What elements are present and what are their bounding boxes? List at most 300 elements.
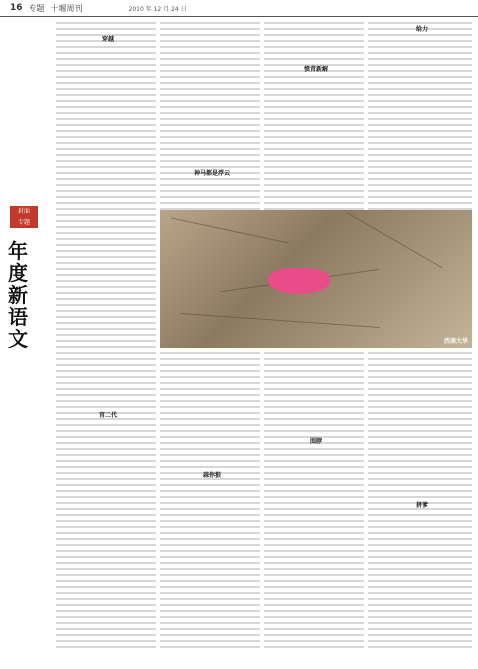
text-line [264,646,364,648]
text-line [160,100,260,102]
text-line [56,46,156,48]
photo-caption: 西南大旱 [443,338,468,345]
text-line [56,454,156,456]
text-line [264,448,364,450]
text-line [160,628,260,630]
text-line [56,484,156,486]
text-line [56,94,156,96]
section-label: 穿越 [101,36,114,43]
text-line [368,532,472,534]
text-line [160,82,260,84]
text-line [160,646,260,648]
text-line [368,196,472,198]
text-line [56,70,156,72]
text-line [56,460,156,462]
text-line [160,370,260,372]
text-line [56,550,156,552]
text-line [56,580,156,582]
text-line [160,64,260,66]
text-line [56,364,156,366]
text-line [56,226,156,228]
text-line [56,118,156,120]
text-line [264,586,364,588]
text-line [368,622,472,624]
text-line [368,58,472,60]
text-line [56,544,156,546]
text-line [160,46,260,48]
text-line [264,364,364,366]
text-line [368,418,472,420]
text-line [368,460,472,462]
section-label: 蒜你狠 [202,472,221,479]
text-line [56,238,156,240]
text-line [160,124,260,126]
text-line [160,532,260,534]
text-line [56,424,156,426]
text-line [160,22,260,24]
text-line [368,118,472,120]
text-line [368,394,472,396]
text-line [56,406,156,408]
text-line [264,376,364,378]
text-line [160,190,260,192]
text-line [56,166,156,168]
text-line [56,328,156,330]
text-line [368,598,472,600]
text-line [56,520,156,522]
text-line [264,538,364,540]
text-line [160,484,260,486]
text-line [368,166,472,168]
text-line [56,628,156,630]
text-line [56,526,156,528]
text-line [56,316,156,318]
text-line [160,490,260,492]
text-line [160,184,260,186]
text-line [56,640,156,642]
text-line [368,538,472,540]
text-line [56,448,156,450]
text-line [368,496,472,498]
text-line [264,514,364,516]
text-line [160,76,260,78]
text-line [368,40,472,42]
text-line [56,574,156,576]
text-line [368,544,472,546]
text-line [368,124,472,126]
text-line [368,364,472,366]
text-line [56,442,156,444]
text-line [264,76,364,78]
page-header [0,0,478,17]
text-line [264,424,364,426]
text-line [264,148,364,150]
text-line [368,172,472,174]
text-line [56,208,156,210]
text-line [56,298,156,300]
text-line [160,112,260,114]
text-line [56,466,156,468]
text-line [264,118,364,120]
text-line [368,424,472,426]
text-line [368,88,472,90]
text-line [56,100,156,102]
text-line [264,22,364,24]
text-line [56,286,156,288]
text-line [264,112,364,114]
text-line [264,592,364,594]
text-line [368,550,472,552]
text-line [368,466,472,468]
section-label: 拼爹 [415,502,428,509]
text-line [56,646,156,648]
text-line [264,370,364,372]
text-line [56,76,156,78]
text-line [264,544,364,546]
text-line [264,34,364,36]
text-line [368,34,472,36]
text-line [56,490,156,492]
text-line [56,244,156,246]
text-line [368,376,472,378]
text-line [56,502,156,504]
text-line [56,112,156,114]
text-line [368,352,472,354]
text-line [368,130,472,132]
text-line [264,136,364,138]
text-line [264,418,364,420]
text-line [56,88,156,90]
section-label: 愤青新解 [303,66,328,73]
text-line [264,106,364,108]
text-line [160,424,260,426]
text-line [264,496,364,498]
text-line [56,292,156,294]
text-line [160,580,260,582]
text-line [160,388,260,390]
text-line [264,46,364,48]
text-line [264,172,364,174]
text-line [56,106,156,108]
text-line [56,340,156,342]
text-line [264,508,364,510]
text-line [160,586,260,588]
text-line [160,502,260,504]
text-line [264,616,364,618]
text-line [56,124,156,126]
text-line [56,430,156,432]
text-line [368,490,472,492]
text-line [56,508,156,510]
text-line [368,484,472,486]
drought-photo [160,210,472,348]
text-line [160,142,260,144]
text-line [264,160,364,162]
text-line [160,70,260,72]
text-line [264,628,364,630]
text-line [264,430,364,432]
text-line [368,586,472,588]
section-label: 给力 [415,26,428,33]
text-line [368,616,472,618]
text-line [56,562,156,564]
feature-title: 年度新语文 [8,239,28,351]
text-line [368,100,472,102]
text-line [368,478,472,480]
text-line [160,394,260,396]
text-line [56,616,156,618]
text-line [264,40,364,42]
text-line [56,232,156,234]
text-line [368,634,472,636]
text-line [160,640,260,642]
text-line [264,454,364,456]
text-line [368,136,472,138]
text-line [368,526,472,528]
text-line [264,352,364,354]
text-line [56,514,156,516]
text-line [264,610,364,612]
text-line [56,358,156,360]
text-line [368,160,472,162]
text-line [368,202,472,204]
crack-line [171,218,289,244]
text-line [264,574,364,576]
text-line [56,388,156,390]
text-line [368,412,472,414]
text-line [264,52,364,54]
text-line [264,28,364,30]
text-line [56,58,156,60]
text-line [56,394,156,396]
section-name: 专题 [28,3,45,13]
text-line [368,64,472,66]
text-line [56,310,156,312]
text-line [264,382,364,384]
text-line [56,610,156,612]
text-line [368,442,472,444]
text-line [264,166,364,168]
text-line [368,430,472,432]
text-line [368,580,472,582]
text-line [160,520,260,522]
text-line [368,514,472,516]
text-line [160,106,260,108]
text-line [56,496,156,498]
text-line [264,490,364,492]
page-number: 16 [10,3,23,13]
text-line [56,556,156,558]
text-line [368,640,472,642]
text-line [56,532,156,534]
text-line [56,268,156,270]
column-1 [56,22,156,662]
text-line [56,352,156,354]
text-line [368,370,472,372]
text-line [56,538,156,540]
text-line [368,592,472,594]
text-line [56,346,156,348]
text-line [160,376,260,378]
text-line [56,52,156,54]
text-line [264,532,364,534]
text-line [56,334,156,336]
text-line [160,148,260,150]
text-line [368,142,472,144]
text-line [56,622,156,624]
text-line [56,478,156,480]
text-line [368,94,472,96]
text-line [264,550,364,552]
text-line [56,142,156,144]
text-line [264,412,364,414]
text-line [368,406,472,408]
text-line [368,604,472,606]
text-line [264,142,364,144]
text-line [160,160,260,162]
text-line [264,526,364,528]
text-line [160,598,260,600]
text-line [264,556,364,558]
cover-tag-line2: 专题 [17,219,30,226]
text-line [56,304,156,306]
text-line [368,148,472,150]
text-line [264,358,364,360]
text-line [160,592,260,594]
text-line [160,526,260,528]
text-line [160,556,260,558]
text-line [264,124,364,126]
text-line [160,352,260,354]
text-line [368,52,472,54]
text-line [368,190,472,192]
text-line [56,382,156,384]
text-line [56,82,156,84]
text-line [368,382,472,384]
text-line [368,562,472,564]
text-line [160,364,260,366]
text-line [264,100,364,102]
text-line [160,178,260,180]
text-line [160,136,260,138]
text-line [56,64,156,66]
text-line [368,154,472,156]
text-line [264,562,364,564]
text-line [368,106,472,108]
text-line [160,496,260,498]
pink-boat [268,268,330,294]
text-line [56,322,156,324]
text-line [368,400,472,402]
text-line [264,388,364,390]
text-line [160,568,260,570]
text-line [56,604,156,606]
text-line [160,52,260,54]
text-line [56,370,156,372]
text-line [56,634,156,636]
text-line [56,184,156,186]
text-line [160,358,260,360]
text-line [368,82,472,84]
text-line [264,622,364,624]
publication-name: 十堰周刊 [50,3,83,13]
section-label: 神马都是浮云 [193,170,230,177]
text-line [264,190,364,192]
text-line [160,514,260,516]
text-line [160,454,260,456]
text-line [56,568,156,570]
text-line [368,70,472,72]
text-line [160,604,260,606]
text-line [368,76,472,78]
text-line [264,88,364,90]
cover-tag-line1: 封面 [17,208,30,215]
text-line [264,196,364,198]
text-line [368,436,472,438]
text-line [56,130,156,132]
text-line [160,418,260,420]
text-line [264,466,364,468]
text-line [56,376,156,378]
text-line [160,94,260,96]
text-line [368,568,472,570]
text-line [264,604,364,606]
text-line [368,184,472,186]
text-line [56,28,156,30]
text-line [368,574,472,576]
date-line: 2010 年 12 月 24 日 [128,5,187,13]
text-line [368,610,472,612]
text-line [160,610,260,612]
text-line [264,520,364,522]
text-line [264,406,364,408]
text-line [160,544,260,546]
text-line [56,472,156,474]
text-line [368,520,472,522]
text-line [160,550,260,552]
text-line [160,442,260,444]
text-line [368,628,472,630]
text-line [56,22,156,24]
text-line [56,586,156,588]
text-line [56,172,156,174]
text-line [264,154,364,156]
text-line [160,538,260,540]
section-label: 官二代 [98,412,117,419]
text-line [56,436,156,438]
text-line [264,484,364,486]
text-line [368,556,472,558]
text-line [160,616,260,618]
text-line [56,190,156,192]
text-line [160,412,260,414]
text-line [56,598,156,600]
text-line [160,466,260,468]
text-line [368,112,472,114]
text-line [264,202,364,204]
text-line [160,634,260,636]
text-line [264,598,364,600]
text-line [264,502,364,504]
text-line [160,400,260,402]
text-line [56,148,156,150]
text-line [56,256,156,258]
text-line [368,46,472,48]
crack-line [180,313,380,328]
text-line [56,214,156,216]
text-line [264,82,364,84]
text-line [368,454,472,456]
